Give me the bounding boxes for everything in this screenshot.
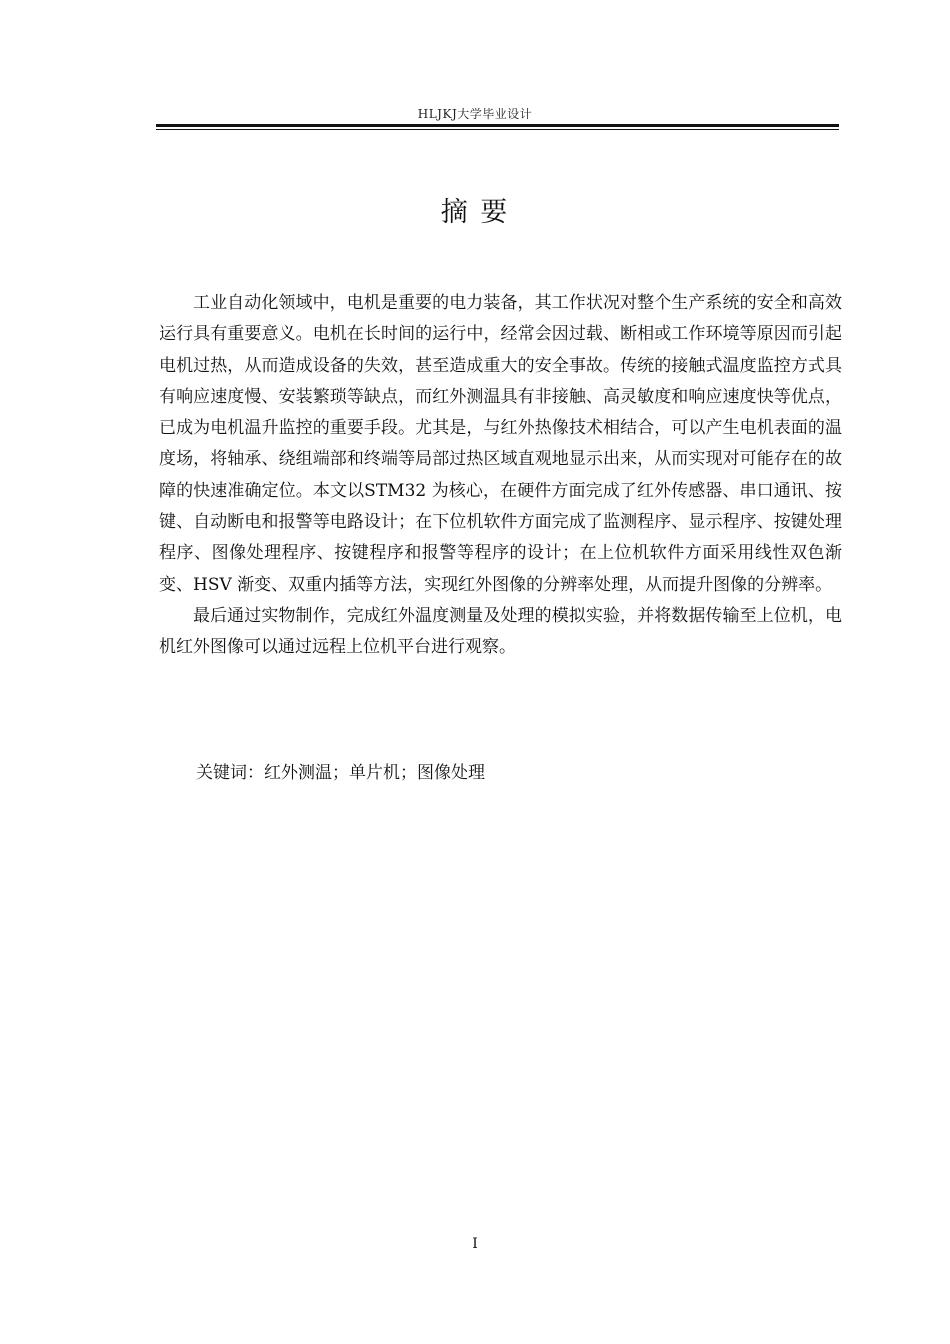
abstract-paragraph-2: 最后通过实物制作，完成红外温度测量及处理的模拟实验，并将数据传输至上位机，电机红外图像可以通过远程上位机平台进行观察。: [159, 605, 842, 658]
keywords-value: 红外测温；单片机；图像处理: [264, 763, 485, 783]
header-rule-thin: [156, 129, 839, 130]
keywords-label: 关键词：: [196, 763, 264, 783]
page-title: 摘 要: [440, 197, 510, 228]
abstract-paragraph-1: 工业自动化领域中，电机是重要的电力装备，其工作状况对整个生产系统的安全和高效运行具有重要意义。电机在长时间的运行中，经常会因过载、断相或工作环境等原因而引起电机过热，从而造成设备的失效，甚至造成重大的安全事故。传统的接触式温度监控方式具有响应速度慢、安装繁琐等缺点，而红外测温具有非接触、高灵敏度和响应速度快等优点，已成为电机温升监控的重要手段。尤其是，与红外热像技术相结合，可以产生电机表面的温度场，将轴承、绕组端部和终端等局部过热区域直观地显示出来，从而实现对可能存在的故障的快速准确定位。本文以STM32 为核心，在硬件方面完成了红外传感器、串口通讯、按键、自动断电和报警等电路设计；在下位机软件方面完成了监测程序、显示程序、按键处理程序、图像处理程序、按键程序和报警等程序的设计；在上位机软件方面采用线性双色渐变、HSV 渐变、双重内插等方法，实现红外图像的分辨率处理，从而提升图像的分辨率。: [159, 293, 842, 595]
keywords-line: [196, 758, 485, 788]
running-header: HLJKJ大学毕业设计: [417, 107, 533, 121]
abstract-body: [159, 288, 842, 664]
header-rule-thick: [156, 124, 839, 127]
page-number: I: [472, 1236, 478, 1252]
